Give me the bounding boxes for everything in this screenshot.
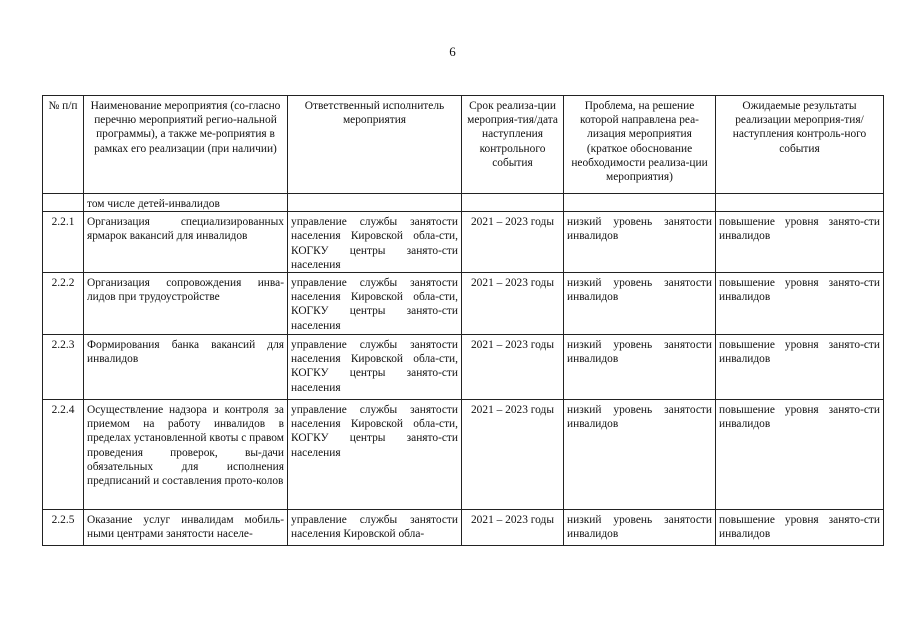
row-executor: управление службы занятости населения Кировской обла- xyxy=(288,510,462,546)
row-number: 2.2.1 xyxy=(43,212,84,273)
row-executor: управление службы занятости населения Кировской обла-сти, КОГКУ центры занято-сти населения xyxy=(288,212,462,273)
continuation-row xyxy=(43,194,884,212)
row-result: повышение уровня занято-сти инвалидов xyxy=(716,400,884,510)
header-executor: Ответственный исполнитель мероприятия xyxy=(288,96,462,194)
table-row xyxy=(43,400,884,510)
table-row xyxy=(43,212,884,273)
table-row xyxy=(43,510,884,546)
row-period: 2021 – 2023 годы xyxy=(462,273,564,335)
table-row xyxy=(43,335,884,400)
header-period: Срок реализа-ции мероприя-тия/дата наступления контрольного события xyxy=(462,96,564,194)
row-executor: управление службы занятости населения Кировской обла-сти, КОГКУ центры занято-сти населения xyxy=(288,400,462,510)
continuation-text: том числе детей-инвалидов xyxy=(84,194,288,212)
row-measure-name: Организация специализированных ярмарок вакансий для инвалидов xyxy=(84,212,288,273)
row-number: 2.2.4 xyxy=(43,400,84,510)
row-period: 2021 – 2023 годы xyxy=(462,510,564,546)
row-number: 2.2.5 xyxy=(43,510,84,546)
row-result: повышение уровня занято-сти инвалидов xyxy=(716,212,884,273)
measures-table xyxy=(42,95,884,546)
table-row xyxy=(43,273,884,335)
row-executor: управление службы занятости населения Кировской обла-сти, КОГКУ центры занято-сти населения xyxy=(288,273,462,335)
header-problem: Проблема, на решение которой направлена реа-лизация мероприятия (краткое обоснование необходимости реализа-ции мероприятия) xyxy=(564,96,716,194)
row-problem: низкий уровень занятости инвалидов xyxy=(564,400,716,510)
row-executor: управление службы занятости населения Кировской обла-сти, КОГКУ центры занято-сти населения xyxy=(288,335,462,400)
row-result: повышение уровня занято-сти инвалидов xyxy=(716,510,884,546)
row-measure-name: Организация сопровождения инва-лидов при трудоустройстве xyxy=(84,273,288,335)
header-result: Ожидаемые результаты реализации мероприя-тия/наступления контроль-ного события xyxy=(716,96,884,194)
row-period: 2021 – 2023 годы xyxy=(462,335,564,400)
row-result: повышение уровня занято-сти инвалидов xyxy=(716,273,884,335)
row-measure-name: Формирования банка вакансий для инвалидов xyxy=(84,335,288,400)
row-number: 2.2.3 xyxy=(43,335,84,400)
row-measure-name: Осуществление надзора и контроля за приемом на работу инвалидов в пределах установленной квоты с правом проведения проверок, вы-дачи обязательных для исполнения предписаний и составления прото-колов xyxy=(84,400,288,510)
row-number: 2.2.2 xyxy=(43,273,84,335)
page-number: 6 xyxy=(449,44,456,59)
row-problem: низкий уровень занятости инвалидов xyxy=(564,510,716,546)
header-measure-name: Наименование мероприятия (со-гласно перечню мероприятий регио-нальной программы), а также ме-роприятия в рамках его реализации (при наличии) xyxy=(84,96,288,194)
row-period: 2021 – 2023 годы xyxy=(462,400,564,510)
row-problem: низкий уровень занятости инвалидов xyxy=(564,273,716,335)
row-problem: низкий уровень занятости инвалидов xyxy=(564,212,716,273)
table-header-row xyxy=(43,96,884,194)
row-problem: низкий уровень занятости инвалидов xyxy=(564,335,716,400)
row-period: 2021 – 2023 годы xyxy=(462,212,564,273)
row-measure-name: Оказание услуг инвалидам мобиль-ными центрами занятости населе- xyxy=(84,510,288,546)
row-result: повышение уровня занято-сти инвалидов xyxy=(716,335,884,400)
header-number: № п/п xyxy=(43,96,84,194)
